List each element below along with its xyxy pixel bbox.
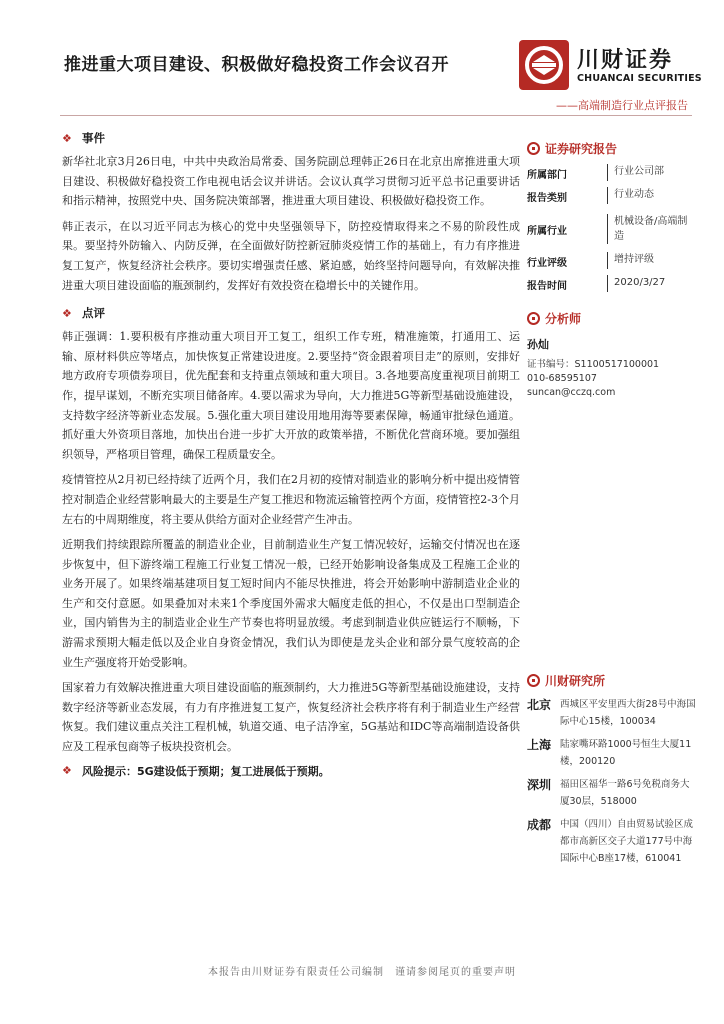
office-address: 福田区福华一路6号免税商务大厦30层，518000 bbox=[560, 779, 690, 807]
info-value: 增持评级 bbox=[607, 252, 697, 269]
info-row-date bbox=[527, 275, 697, 292]
office-chengdu bbox=[527, 816, 697, 867]
risk-warning bbox=[62, 763, 520, 779]
office-city: 上海 bbox=[527, 738, 552, 752]
info-key: 报告类别 bbox=[527, 193, 567, 204]
comment-heading-text: 点评 bbox=[82, 306, 105, 321]
event-paragraph: 韩正表示，在以习近平同志为核心的党中央坚强领导下，防控疫情取得来之不易的阶段性成果。要坚持外防输入、内防反弹，在全面做好防控新冠肺炎疫情工作的基础上，有力有序推进复工复产，恢复经济社会秩序。要切实增强责任感、紧迫感，始终坚持问题导向，有效解决推进重大项目建设面临的瓶颈制约，发挥好有效投资在稳增长中的关键作用。 bbox=[62, 219, 520, 292]
event-paragraph: 新华社北京3月26日电，中共中央政治局常委、国务院副总理韩正26日在北京出席推进重大项目建设、积极做好稳投资工作电视电话会议并讲话。会议认真学习贯彻习近平总书记重要讲话和指示精神，按照党中央、国务院决策部署，推进重大项目建设、积极做好稳投资工作。 bbox=[62, 155, 520, 208]
report-info-sidebar bbox=[527, 138, 697, 400]
logo-chinese-name: 川财证券 bbox=[577, 48, 674, 73]
office-city: 成都 bbox=[527, 818, 552, 832]
comment-paragraph: 疫情管控从2月初已经持续了近两个月，我们在2月初的疫情对制造业的影响分析中提出疫情管控对制造企业经营影响最大的主要是生产复工推迟和物流运输管控两个方面，疫情管控2-3个月左右的中周期维度，将主要从供给方面对企业经营产生冲击。 bbox=[62, 473, 520, 526]
analyst-phone: 010-68595107 bbox=[527, 373, 597, 384]
main-content bbox=[62, 128, 520, 779]
section-marker-icon bbox=[527, 312, 540, 325]
report-title: 推进重大项目建设、积极做好稳投资工作会议召开 bbox=[64, 55, 449, 75]
comment-section-heading bbox=[62, 303, 520, 323]
event-section-heading bbox=[62, 128, 520, 148]
info-key: 所属行业 bbox=[527, 226, 567, 237]
info-value: 机械设备/高端制造 bbox=[607, 214, 697, 244]
report-info-heading bbox=[527, 138, 697, 158]
office-address: 陆家嘴环路1000号恒生大厦11楼，200120 bbox=[560, 739, 692, 767]
logo-english-name: CHUANCAI SECURITIES bbox=[577, 73, 702, 84]
office-beijing bbox=[527, 696, 697, 730]
info-key: 所属部门 bbox=[527, 170, 567, 181]
event-heading-text: 事件 bbox=[82, 131, 105, 145]
info-key: 行业评级 bbox=[527, 258, 567, 269]
analyst-cert: 证书编号：S1100517100001 bbox=[527, 359, 660, 370]
page-footer: 本报告由川财证券有限责任公司编制 谨请参阅尾页的重要声明 bbox=[208, 967, 516, 978]
office-shenzhen bbox=[527, 776, 697, 810]
analyst-email[interactable]: suncan@cczq.com bbox=[527, 387, 616, 398]
report-subtitle: ——高端制造行业点评报告 bbox=[556, 99, 688, 112]
diamond-bullet-icon: ❖ bbox=[62, 764, 72, 778]
comment-paragraph: 近期我们持续跟踪所覆盖的制造业企业，目前制造业生产复工情况较好，运输交付情况也在逐步恢复中，但下游终端工程施工行业复工情况一般，已经开始影响设备集成及工程施工企业的业务开展了。如果终端基建项目复工短时间内不能尽快推进，将会开始影响中游制造业企业的生产和交付意愿。如果叠加对未来1个季度国外需求大幅度走低的担心，不仅是出口型制造企业，国内销售为主的制造业企业生产节奏也将明显放缓。考虑到制造业供应链运行不顺畅，下游需求预期大幅走低以及企业自身资金情况，我们认为即使是龙头企业和部分景气度较高的企业生产强度将开始受影响。 bbox=[62, 538, 520, 669]
info-value: 行业动态 bbox=[607, 187, 697, 204]
office-shanghai bbox=[527, 736, 697, 770]
institute-section bbox=[527, 670, 697, 873]
office-city: 北京 bbox=[527, 698, 552, 712]
header-divider bbox=[60, 115, 692, 116]
risk-text: 风险提示：5G建设低于预期；复工进展低于预期。 bbox=[82, 764, 330, 778]
info-value: 行业公司部 bbox=[607, 164, 697, 181]
diamond-bullet-icon: ❖ bbox=[62, 131, 72, 145]
comment-paragraph: 韩正强调：1.要积极有序推动重大项目开工复工，组织工作专班，精准施策，打通用工、运输、原材料供应等堵点，加快恢复正常建设进度。2.要坚持“资金跟着项目走”的原则，安排好地方政府专项债券项目，优先配套和支持重点领域和重大项目。3.各地要高度重视项目前期工作，提早谋划，不断充实项目储备库。4.要以需求为导向，大力推进5G等新型基础设施建设，支持数字经济等新业态发展。5.强化重大项目建设用地用海等要素保障，畅通审批绿色通道。抓好重大外资项目落地，加快出台进一步扩大开放的政策举措，不断优化营商环境。要加强组织领导，严格项目管理，确保工程质量安全。 bbox=[62, 330, 520, 461]
logo-mark-icon bbox=[519, 40, 569, 90]
office-address: 西城区平安里西大街28号中海国际中心15楼，100034 bbox=[560, 699, 696, 727]
info-row-rating bbox=[527, 252, 697, 269]
info-row-department bbox=[527, 164, 697, 181]
info-key: 报告时间 bbox=[527, 281, 567, 292]
institute-heading bbox=[527, 670, 697, 690]
info-value: 2020/3/27 bbox=[607, 275, 697, 292]
info-row-category bbox=[527, 187, 697, 204]
section-marker-icon bbox=[527, 674, 540, 687]
analyst-heading bbox=[527, 308, 697, 328]
report-info-heading-text: 证券研究报告 bbox=[545, 141, 618, 156]
office-address: 中国（四川）自由贸易试验区成都市高新区交子大道177号中海国际中心B座17楼，610041 bbox=[560, 819, 694, 864]
info-row-industry bbox=[527, 214, 697, 244]
section-marker-icon bbox=[527, 142, 540, 155]
company-logo bbox=[519, 40, 702, 90]
comment-paragraph: 国家着力有效解决推进重大项目建设面临的瓶颈制约，大力推进5G等新型基础设施建设，支持数字经济等新业态发展，有力有序推进复工复产，恢复经济社会秩序将有利于制造业生产经营恢复。我们建议重点关注工程机械，轨道交通、电子洁净室，5G基站和IDC等高端制造设备供应及工程承包商等子板块投资机会。 bbox=[62, 681, 520, 754]
institute-heading-text: 川财研究所 bbox=[545, 673, 606, 688]
analyst-name: 孙灿 bbox=[527, 338, 549, 351]
office-city: 深圳 bbox=[527, 778, 552, 792]
analyst-heading-text: 分析师 bbox=[545, 311, 582, 326]
diamond-bullet-icon: ❖ bbox=[62, 306, 72, 320]
